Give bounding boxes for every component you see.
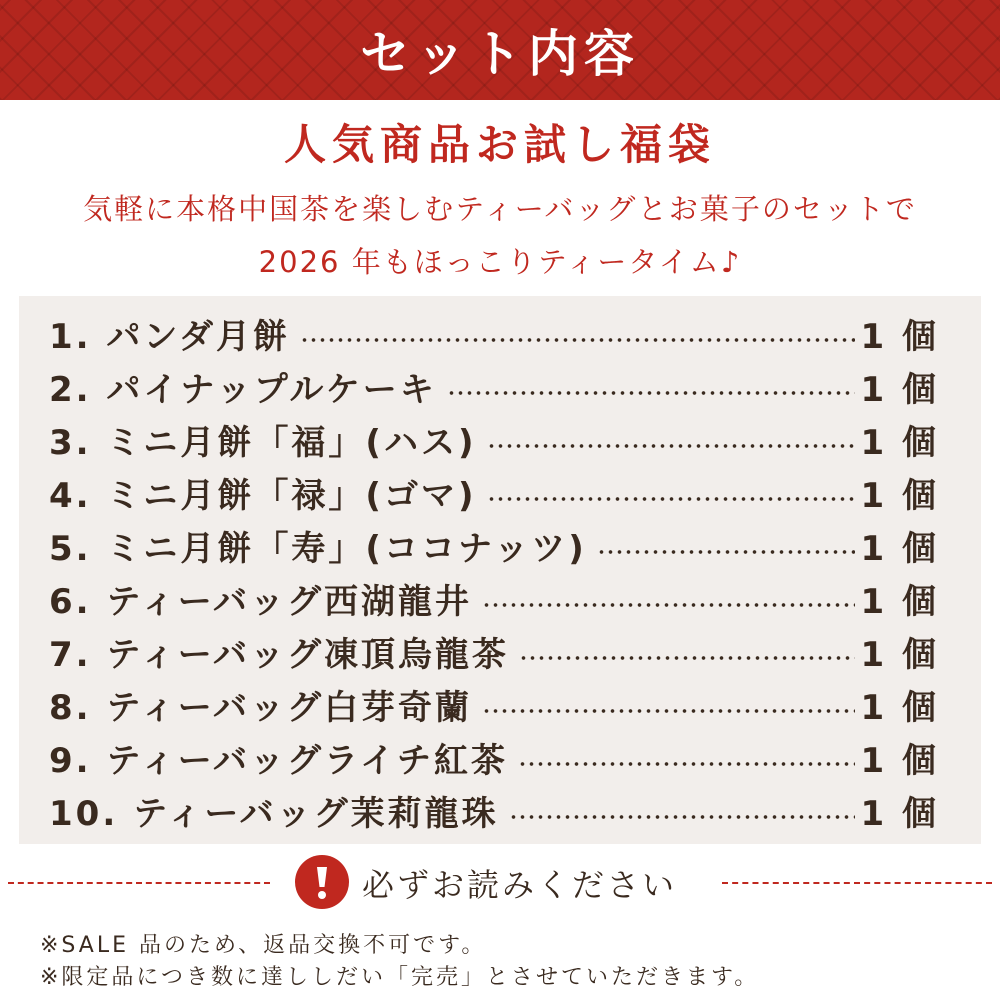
dot-leader <box>487 497 855 501</box>
notice-text-2: ※限定品につき数に達ししだい「完売」とさせていただきます。 <box>40 965 760 990</box>
dashed-divider-left <box>8 882 270 884</box>
dot-leader <box>447 391 855 395</box>
dot-leader <box>519 656 855 660</box>
dot-leader <box>509 815 855 819</box>
item-quantity: 1 個 <box>860 581 939 622</box>
item-quantity: 1 個 <box>860 687 939 728</box>
dashed-divider-right <box>722 882 992 884</box>
item-quantity: 1 個 <box>860 369 939 410</box>
header-title: セット内容 <box>360 25 640 83</box>
list-item <box>49 732 939 782</box>
item-list <box>19 296 981 844</box>
item-name: 8. ティーバッグ白芽奇蘭 <box>49 687 472 728</box>
item-name: 1. パンダ月餅 <box>49 316 291 357</box>
list-item <box>49 520 939 570</box>
item-name: 3. ミニ月餅「福」(ハス) <box>49 422 477 463</box>
item-quantity: 1 個 <box>860 316 939 357</box>
item-quantity: 1 個 <box>860 740 939 781</box>
list-item <box>49 785 939 835</box>
dot-leader <box>597 550 855 554</box>
notice-header <box>0 852 1000 908</box>
list-item <box>49 414 939 464</box>
notice-label: 必ずお読みください <box>362 866 678 904</box>
item-name: 10. ティーバッグ茉莉龍珠 <box>49 793 499 834</box>
dot-leader <box>482 603 855 607</box>
list-item <box>49 467 939 517</box>
item-name: 5. ミニ月餅「寿」(ココナッツ) <box>49 528 587 569</box>
dot-leader <box>487 444 855 448</box>
item-name: 9. ティーバッグライチ紅茶 <box>49 740 508 781</box>
item-quantity: 1 個 <box>860 634 939 675</box>
dot-leader <box>300 338 854 342</box>
item-name: 7. ティーバッグ凍頂烏龍茶 <box>49 634 509 675</box>
page-title: 人気商品お試し福袋 <box>283 120 716 169</box>
dot-leader <box>482 709 855 713</box>
item-quantity: 1 個 <box>860 422 939 463</box>
header-banner <box>0 0 1000 100</box>
item-name: 2. パイナップルケーキ <box>49 369 437 410</box>
subtitle-line-2: 2026 年もほっこりティータイム♪ <box>258 245 742 279</box>
item-quantity: 1 個 <box>860 475 939 516</box>
exclamation-icon <box>295 855 349 909</box>
item-name: 6. ティーバッグ西湖龍井 <box>49 581 472 622</box>
list-item <box>49 679 939 729</box>
dot-leader <box>518 762 855 766</box>
subtitle-line-1: 気軽に本格中国茶を楽しむティーバッグとお菓子のセットで <box>83 192 917 226</box>
item-quantity: 1 個 <box>860 528 939 569</box>
list-item <box>49 361 939 411</box>
item-name: 4. ミニ月餅「禄」(ゴマ) <box>49 475 477 516</box>
list-item <box>49 573 939 623</box>
list-item <box>49 626 939 676</box>
notice-text-1: ※SALE 品のため、返品交換不可です。 <box>40 933 487 958</box>
item-quantity: 1 個 <box>860 793 939 834</box>
list-item <box>49 308 939 358</box>
